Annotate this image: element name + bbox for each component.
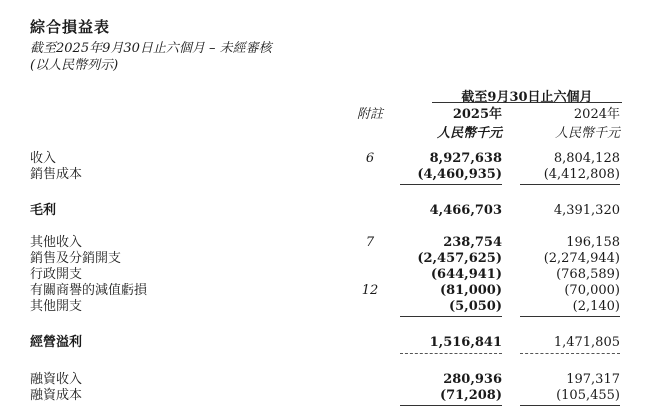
- row-value-2025: 1,516,841: [429, 335, 502, 350]
- row-value-2024: (4,412,808): [543, 167, 620, 182]
- table-row: [0, 251, 650, 267]
- note-column-header: 附註: [356, 107, 383, 122]
- row-value-2024: 4,391,320: [553, 203, 620, 218]
- statement-subtitle: 截至2025年9月30日止六個月 – 未經審核: [30, 41, 272, 56]
- row-value-2025: 238,754: [443, 235, 502, 250]
- row-value-2025: (81,000): [439, 283, 502, 298]
- row-value-2025: (4,460,935): [417, 167, 502, 182]
- row-label: 融資成本: [30, 388, 83, 403]
- column-header-2024: [500, 103, 620, 141]
- subtotal-rule: [520, 184, 620, 185]
- row-label: 銷售成本: [30, 167, 83, 182]
- row-value-2025: 4,466,703: [429, 203, 502, 218]
- table-row: [0, 372, 650, 388]
- row-label: 融資收入: [30, 372, 83, 387]
- subtotal-rule: [400, 316, 502, 317]
- column-header-2025: [382, 103, 502, 141]
- row-label: 其他收入: [30, 235, 83, 250]
- column-currency-2025: 人民幣千元: [436, 126, 502, 141]
- total-dashed-rule: [520, 353, 620, 354]
- subtotal-rule: [520, 316, 620, 317]
- table-row: [0, 235, 650, 251]
- row-value-2025: (2,457,625): [417, 251, 502, 266]
- row-value-2024: (70,000): [564, 283, 620, 298]
- period-header: 截至9月30日止六個月: [461, 90, 593, 105]
- subtotal-rule: [400, 405, 502, 406]
- statement-title: 綜合損益表: [30, 18, 111, 36]
- row-value-2024: (2,274,944): [543, 251, 620, 266]
- table-row: [0, 167, 650, 183]
- total-dashed-rule: [400, 353, 502, 354]
- row-value-2024: (105,455): [556, 388, 620, 403]
- table-row: [0, 299, 650, 315]
- row-label: 行政開支: [30, 267, 83, 282]
- column-currency-2024: 人民幣千元: [554, 126, 620, 141]
- table-row: [0, 335, 650, 351]
- row-label: 有關商譽的減值虧損: [30, 283, 148, 298]
- subtotal-rule: [520, 405, 620, 406]
- row-value-2025: 8,927,638: [429, 151, 502, 166]
- row-label: 毛利: [30, 203, 57, 218]
- row-value-2024: (2,140): [572, 299, 620, 314]
- row-value-2025: 280,936: [443, 372, 502, 387]
- column-year-2025: 2025年: [452, 107, 502, 122]
- column-year-2024: 2024年: [573, 107, 620, 122]
- subtotal-rule: [400, 184, 502, 185]
- table-row: [0, 388, 650, 404]
- row-value-2024: 197,317: [566, 372, 620, 387]
- row-note: 6: [365, 151, 375, 166]
- row-label: 收入: [30, 151, 57, 166]
- row-value-2024: 1,471,805: [553, 335, 620, 350]
- row-label: 其他開支: [30, 299, 83, 314]
- row-note: 12: [361, 283, 379, 298]
- row-label: 銷售及分銷開支: [30, 251, 122, 266]
- currency-unit-note: (以人民幣列示): [30, 58, 119, 73]
- row-label: 經營溢利: [30, 335, 83, 350]
- table-row: [0, 283, 650, 299]
- table-row: [0, 151, 650, 167]
- row-value-2025: (644,941): [430, 267, 502, 282]
- row-value-2024: 8,804,128: [553, 151, 620, 166]
- row-value-2024: 196,158: [566, 235, 620, 250]
- row-value-2024: (768,589): [556, 267, 620, 282]
- table-row: [0, 267, 650, 283]
- table-row: [0, 203, 650, 219]
- row-note: 7: [365, 235, 375, 250]
- row-value-2025: (71,208): [439, 388, 502, 403]
- row-value-2025: (5,050): [448, 299, 502, 314]
